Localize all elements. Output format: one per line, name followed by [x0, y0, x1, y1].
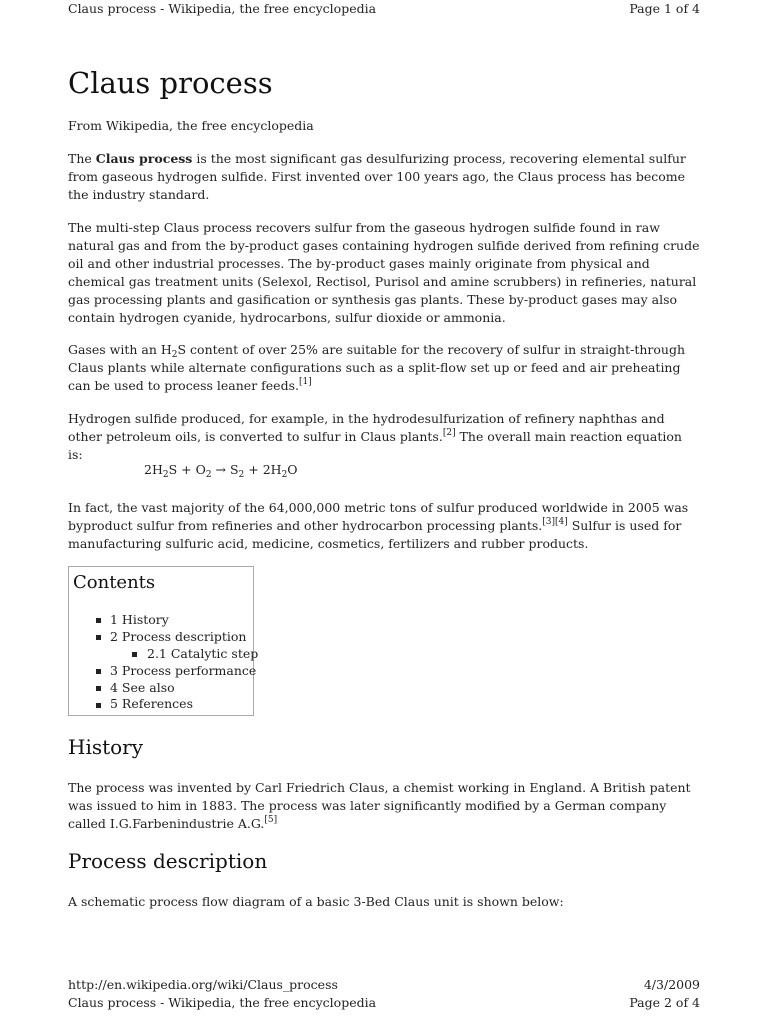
ref-link-5[interactable]: [5] — [264, 815, 278, 825]
p3-a: Gases with an H — [68, 342, 172, 357]
history-text: The process was invented by Carl Friedrich Claus, a chemist working in England. A British patent was issued to him in 1883. The process was later significantly modified by a German company called I.G.Farbenindustrie A.G. — [68, 780, 691, 831]
print-footer-date: 4/3/2009 — [643, 977, 700, 992]
toc-item-history[interactable]: 1 History — [110, 612, 169, 627]
ref-link-2[interactable]: [2] — [442, 428, 456, 438]
p5-b: Sulfur is used for manufacturing sulfuric acid, medicine, cosmetics, fertilizers and rubber products. — [68, 518, 682, 551]
intro-lead: The — [68, 151, 96, 166]
print-header-title-2: Claus process - Wikipedia, the free encyclopedia — [68, 995, 377, 1010]
toc-item-catalytic-step[interactable]: 2.1 Catalytic step — [147, 646, 259, 661]
print-header-title: Claus process - Wikipedia, the free encyclopedia — [68, 1, 377, 16]
table-of-contents — [68, 566, 259, 716]
ref-link-3[interactable]: [3] — [542, 517, 556, 527]
toc-item-process-performance[interactable]: 3 Process performance — [110, 663, 257, 678]
bullet-icon — [132, 652, 137, 657]
print-header-page: Page 1 of 4 — [629, 1, 700, 16]
section-heading-history: History — [68, 735, 144, 759]
p4-a: Hydrogen sulfide produced, for example, in the hydrodesulfurization of refinery naphthas and other petroleum oils, is converted to sulfur in Claus plants. — [68, 411, 665, 444]
paragraph-4 — [68, 410, 700, 464]
p3-b: S content of over 25% are suitable for the recovery of sulfur in straight-through Claus plants while alternate configurations such as a split-flow set up or feed and air preheating can be used to process leaner feeds. — [68, 342, 685, 393]
p5-a: In fact, the vast majority of the 64,000,000 metric tons of sulfur produced worldwide in 2005 was byproduct sulfur from refineries and other hydrocarbon processing plants. — [68, 500, 689, 533]
toc-title: Contents — [73, 572, 156, 593]
paragraph-2-text: The multi-step Claus process recovers sulfur from the gaseous hydrogen sulfide found in raw natural gas and from the by-product gases containing hydrogen sulfide derived from refining crude oil and other industrial processes. The by-product gases mainly originate from physical and chemical gas treatment units (Selexol, Rectisol, Purisol and amine scrubbers) in refineries, natural gas processing plants and gasification or synthesis gas plants. These by-product gases may also contain hydrogen cyanide, hydrocarbons, sulfur dioxide or ammonia. — [68, 220, 700, 325]
paragraph-2 — [68, 219, 700, 327]
intro-paragraph — [68, 150, 700, 204]
paragraph-5 — [68, 499, 700, 553]
ref-link-1[interactable]: [1] — [298, 377, 312, 387]
intro-rest: is the most significant gas desulfurizing process, recovering elemental sulfur from gaseous hydrogen sulfide. First invented over 100 years ago, the Claus process has become the industry standard. — [68, 151, 686, 202]
toc-item-references[interactable]: 5 References — [110, 696, 193, 711]
site-subtitle: From Wikipedia, the free encyclopedia — [68, 118, 314, 133]
process-paragraph — [68, 893, 700, 911]
bullet-icon — [96, 669, 101, 674]
section-heading-process-description: Process description — [68, 849, 268, 873]
toc-item-see-also[interactable]: 4 See also — [110, 680, 175, 695]
history-paragraph — [68, 779, 700, 833]
p4-b: The overall main reaction equation is: — [68, 429, 682, 462]
page-title: Claus process — [68, 66, 273, 100]
process-text: A schematic process flow diagram of a basic 3-Bed Claus unit is shown below: — [68, 894, 564, 909]
paragraph-3 — [68, 341, 700, 395]
bullet-icon — [96, 703, 101, 708]
print-header-page-2: Page 2 of 4 — [629, 995, 700, 1010]
bullet-icon — [96, 686, 101, 691]
bullet-icon — [96, 635, 101, 640]
print-footer-url: http://en.wikipedia.org/wiki/Claus_process — [68, 977, 338, 992]
bullet-icon — [96, 618, 101, 623]
reaction-equation: $2H_2S + O_2 \to S_2 + 2H_2O$ — [144, 462, 298, 480]
ref-link-4[interactable]: [4] — [555, 517, 568, 527]
toc-item-process-description[interactable]: 2 Process description — [110, 629, 247, 644]
intro-bold-term: Claus process — [95, 151, 193, 166]
p3-sub: 2 — [171, 350, 178, 360]
